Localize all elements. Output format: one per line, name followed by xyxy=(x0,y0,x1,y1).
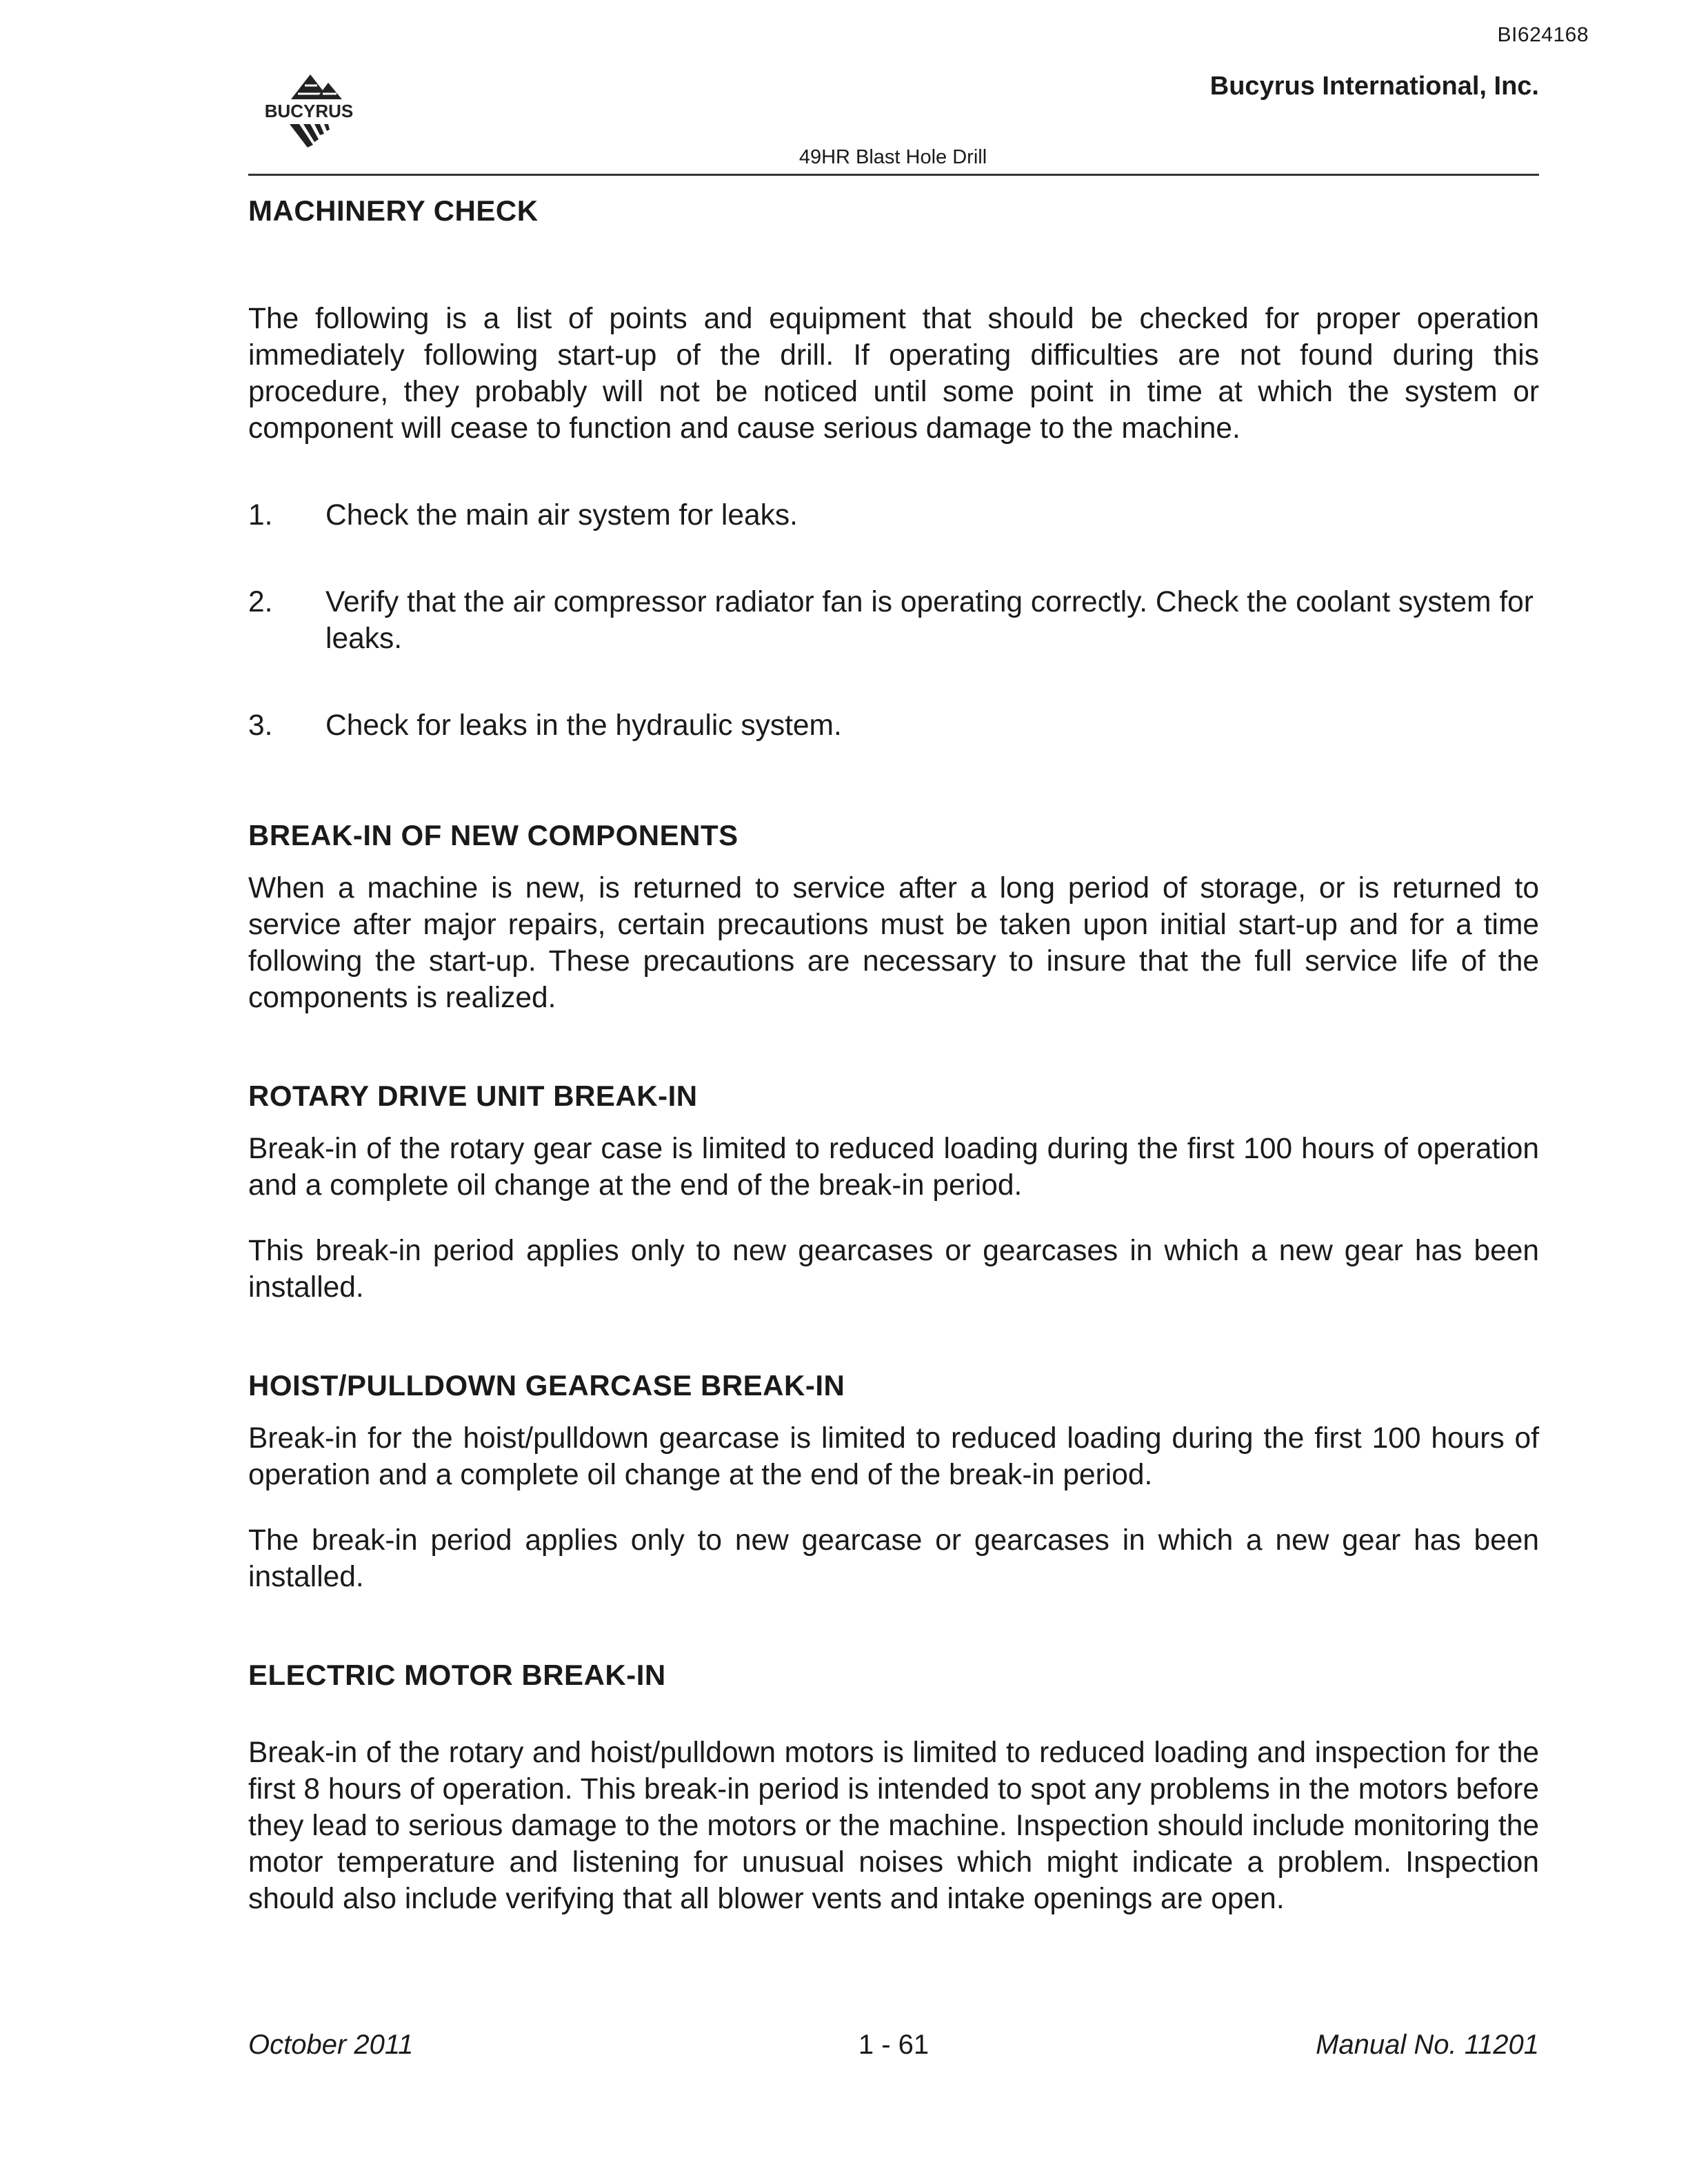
document-id: BI624168 xyxy=(1497,23,1589,46)
section-title-break-in-new: BREAK-IN OF NEW COMPONENTS xyxy=(248,819,738,851)
section-title-machinery-check: MACHINERY CHECK xyxy=(248,194,539,227)
list-item xyxy=(248,497,1539,534)
list-text: Verify that the air compressor radiator fan is operating correctly. Check the coolant system for leaks. xyxy=(325,586,1534,655)
break-in-new-body: When a machine is new, is returned to service after a long period of storage, or is returned to service after major repairs, certain precautions must be taken upon initial start-up and for a time following the start-up. These precautions are necessary to insure that the full service life of the components is realized. xyxy=(248,872,1539,1014)
page-content xyxy=(248,190,1539,1917)
list-number: 3. xyxy=(248,709,273,742)
machinery-check-intro: The following is a list of points and equipment that should be checked for proper operation immediately following start-up of the drill. If operating difficulties are not found during this procedure, they probably will not be noticed until some point in time at which the system or component will cease to function and cause serious damage to the machine. xyxy=(248,303,1539,445)
manual-number: Manual No. 11201 xyxy=(1316,2030,1539,2060)
hoist-pulldown-body-1: Break-in for the hoist/pulldown gearcase is limited to reduced loading during the first 100 hours of operation and a complete oil change at the end of the break-in period. xyxy=(248,1422,1539,1491)
section-title-electric-motor: ELECTRIC MOTOR BREAK-IN xyxy=(248,1659,666,1691)
page-number: 1 - 61 xyxy=(858,2030,930,2060)
page-footer xyxy=(248,2030,1539,2068)
list-number: 2. xyxy=(248,586,273,618)
company-name: Bucyrus International, Inc. xyxy=(1209,72,1539,101)
document-subtitle: 49HR Blast Hole Drill xyxy=(798,146,987,168)
list-text: Check the main air system for leaks. xyxy=(325,499,798,532)
footer-date: October 2011 xyxy=(248,2030,414,2060)
hoist-pulldown-body-2: The break-in period applies only to new gearcase or gearcases in which a new gear has been installed. xyxy=(248,1524,1539,1593)
header-divider xyxy=(248,174,1539,176)
list-number: 1. xyxy=(248,499,273,532)
list-item xyxy=(248,707,1539,744)
list-text: Check for leaks in the hydraulic system. xyxy=(325,709,842,742)
rotary-drive-body-1: Break-in of the rotary gear case is limited to reduced loading during the first 100 hours of operation and a complete oil change at the end of the break-in period. xyxy=(248,1133,1539,1202)
electric-motor-body: Break-in of the rotary and hoist/pulldown motors is limited to reduced loading and inspection for the first 8 hours of operation. This break-in period is intended to spot any problems in the motors before they lead to serious damage to the motors or the machine. Inspection should include monitoring the motor temperature and listening for unusual noises which might indicate a problem. Inspection should also include verifying that all blower vents and intake openings are open. xyxy=(248,1737,1539,1915)
list-item xyxy=(248,584,1539,657)
logo-wordmark: BUCYRUS xyxy=(264,101,354,121)
bucyrus-logo xyxy=(247,72,371,149)
section-title-hoist-pulldown: HOIST/PULLDOWN GEARCASE BREAK-IN xyxy=(248,1369,845,1402)
section-title-rotary-drive: ROTARY DRIVE UNIT BREAK-IN xyxy=(248,1080,698,1112)
rotary-drive-body-2: This break-in period applies only to new gearcases or gearcases in which a new gear has been installed. xyxy=(248,1235,1539,1304)
